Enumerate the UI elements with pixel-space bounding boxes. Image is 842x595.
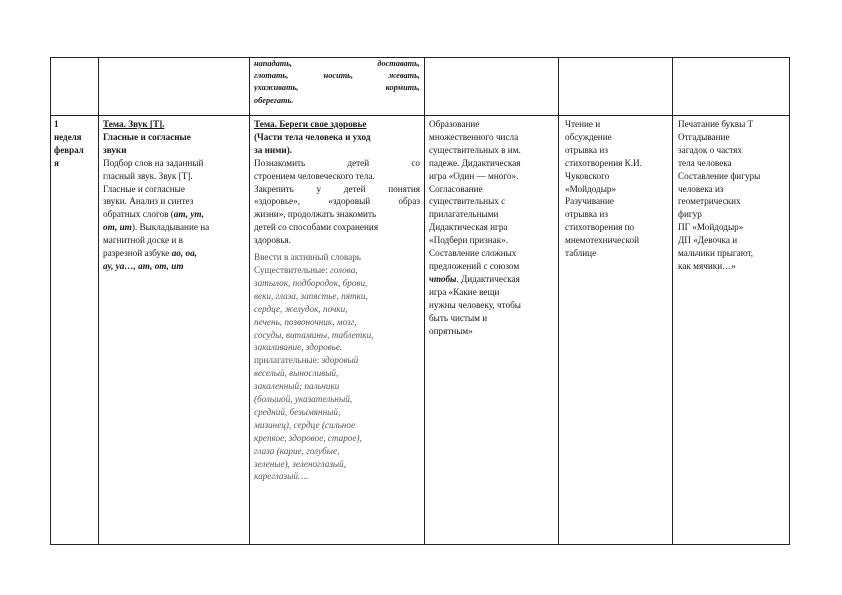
text-line: магнитной доске и в: [103, 235, 183, 246]
text-line: гласный звук. Звук [Т].: [103, 170, 193, 181]
text-line: геометрических: [678, 196, 741, 207]
text-line: существительных в им.: [429, 144, 521, 155]
text-line: тела человека: [678, 157, 732, 168]
word: Закрепить: [254, 183, 294, 194]
sound-theme-cell: [103, 118, 247, 273]
col-divider: [50, 57, 51, 545]
vocab-heading: Ввести в активный словарь: [254, 252, 361, 263]
vocab-words: закаливание, здоровье.: [254, 342, 343, 353]
vocab-words: крепкое, здоровое, старое),: [254, 432, 362, 443]
verb: доставать,: [377, 59, 420, 68]
word: образ: [398, 196, 420, 207]
verb: оберегать.: [254, 95, 294, 105]
text-line: отрывка из: [565, 209, 608, 220]
text-line: фигур: [678, 209, 702, 220]
text-line: Чтение и: [565, 119, 601, 129]
text-line: строением человеческого тела.: [254, 170, 375, 181]
text-line: существительных с: [429, 196, 506, 207]
text-line: отрывка из: [565, 144, 608, 155]
vocab-words: затылок, подбородок, брови,: [254, 277, 368, 288]
vocab-words: сердце, желудок, почки,: [254, 303, 348, 314]
text-line: ПГ «Мойдодыр»: [678, 222, 744, 233]
verb: глотать,: [254, 71, 289, 81]
col-divider: [672, 57, 673, 545]
week-label: неделя: [54, 131, 82, 142]
text-line: игра «Какие вещи: [429, 286, 500, 297]
vocab-words: голова,: [330, 264, 358, 275]
text-fragment: . Дидактическая: [456, 273, 520, 284]
vocab-label: Существительные:: [254, 264, 331, 275]
text-fragment: разрезной азбуке: [103, 248, 172, 259]
text-line: предложений с союзом: [429, 260, 520, 271]
theme-title: Тема. Звук [Т].: [103, 119, 165, 129]
vocab-words: глаза (карие, голубые,: [254, 445, 340, 456]
text-line: мальчики прыгают,: [678, 248, 754, 259]
row-divider: [50, 115, 789, 116]
text-line: Дидактическая игра: [429, 222, 508, 233]
reading-cell: [565, 118, 671, 260]
text-line: стихотворения по: [565, 222, 635, 233]
vocab-words: веселый, выносливый,: [254, 368, 339, 379]
text-line: нужны человеку, чтобы: [429, 299, 521, 310]
text-fragment: обратных слогов (: [103, 209, 174, 220]
grammar-cell: [429, 118, 557, 337]
text-line: Составление сложных: [429, 248, 517, 259]
text-line: прилагательными: [429, 209, 499, 220]
text-line: опрятным»: [429, 325, 473, 336]
text-line: обсуждение: [565, 131, 612, 142]
word: со: [411, 157, 420, 168]
text-line: игра «Один — много».: [429, 170, 519, 181]
verb: жевать,: [388, 71, 420, 81]
vocab-words: кареглазый….: [254, 471, 309, 482]
col-divider: [558, 57, 559, 545]
verb: ухаживать,: [254, 83, 299, 93]
vocab-words: здоровый: [321, 355, 359, 366]
verb: носить,: [323, 71, 354, 81]
text-line: ДП «Девочка и: [678, 235, 738, 246]
vocab-words: зеленые), зеленоглазый,: [254, 458, 347, 469]
verb: нападать,: [254, 59, 293, 68]
text-line: Подбор слов на заданный: [103, 157, 204, 168]
week-cell: [54, 118, 96, 170]
word: детей: [347, 157, 370, 168]
text-line: падеже. Дидактическая: [429, 157, 521, 168]
vocab-words: средний, безымянный,: [254, 406, 341, 417]
health-theme-cell: [254, 118, 420, 483]
activities-cell: [678, 118, 788, 273]
vocab-words: мизинец), сердце (сильное: [254, 419, 356, 430]
vocab-words: печень, позвоночник, мозг,: [254, 316, 357, 327]
col-divider: [424, 57, 425, 545]
theme-title: Тема. Береги свое здоровье: [254, 119, 367, 129]
theme-subtitle-end: звуки: [103, 144, 127, 155]
col-divider: [98, 57, 99, 545]
text-line: таблице: [565, 248, 597, 259]
theme-subtitle: Гласные и согласные: [103, 131, 191, 142]
text-line: Чуковского: [565, 170, 610, 181]
text-line: Отгадывание: [678, 131, 730, 142]
word: «здоровье»,: [254, 196, 301, 207]
word: понятия: [388, 183, 420, 194]
text-line: Образование: [429, 119, 480, 129]
text-line: Разучивание: [565, 196, 614, 207]
text-line: Печатание буквы Т: [678, 119, 754, 129]
vocab-label: прилагательные:: [254, 355, 322, 366]
word: детей: [343, 183, 366, 194]
table-bottom-border: [50, 544, 789, 545]
text-line: детей со способами сохранения: [254, 222, 379, 233]
text-line: Гласные и согласные: [103, 183, 185, 194]
text-line: человека из: [678, 183, 724, 194]
vocab-words: закаленный; пальчики: [254, 381, 340, 392]
vocab-words: веки, глаза, запястье, пятки,: [254, 290, 368, 301]
word: «здоровый: [328, 196, 371, 207]
text-line: «Мойдодыр»: [565, 183, 617, 194]
text-line: жизни», продолжать знакомить: [254, 209, 377, 220]
syllables: ат, ут,: [173, 209, 205, 220]
text-fragment: ). Выкладывание на: [131, 222, 210, 233]
syllables: ао, оа,: [171, 248, 197, 259]
month-label: феврал: [54, 144, 84, 155]
conjunction: чтобы: [429, 273, 457, 284]
text-line: быть чистым и: [429, 312, 488, 323]
text-line: Согласование: [429, 183, 483, 194]
theme-subtitle: (Части тела человека и уход: [254, 131, 371, 142]
col-divider: [249, 57, 250, 545]
week-number: 1: [54, 119, 59, 129]
table-right-border: [789, 57, 790, 545]
vocab-words: (большой, указательный,: [254, 394, 353, 405]
word: у: [316, 183, 322, 194]
text-line: как мячики…»: [678, 260, 736, 271]
text-line: звуки. Анализ и синтез: [103, 196, 194, 207]
text-line: стихотворения К.И.: [565, 157, 642, 168]
text-line: «Подбери признак».: [429, 235, 509, 246]
month-label-end: я: [54, 157, 59, 168]
text-line: Составление фигуры: [678, 170, 761, 181]
text-line: загадок о частях: [678, 144, 742, 155]
syllables: ау, уа…, ат, от, ит: [103, 260, 184, 271]
theme-subtitle-end: за ними).: [254, 144, 293, 155]
top-verbs-cell: [254, 58, 420, 107]
syllables: от, ит: [103, 222, 132, 233]
vocab-words: сосуды, витамины, таблетки,: [254, 329, 374, 340]
word: Познакомить: [254, 157, 306, 168]
text-line: мнемотехнической: [565, 235, 640, 246]
text-line: множественного числа: [429, 131, 519, 142]
text-line: здоровья.: [254, 235, 291, 246]
verb: кормить,: [385, 83, 420, 93]
